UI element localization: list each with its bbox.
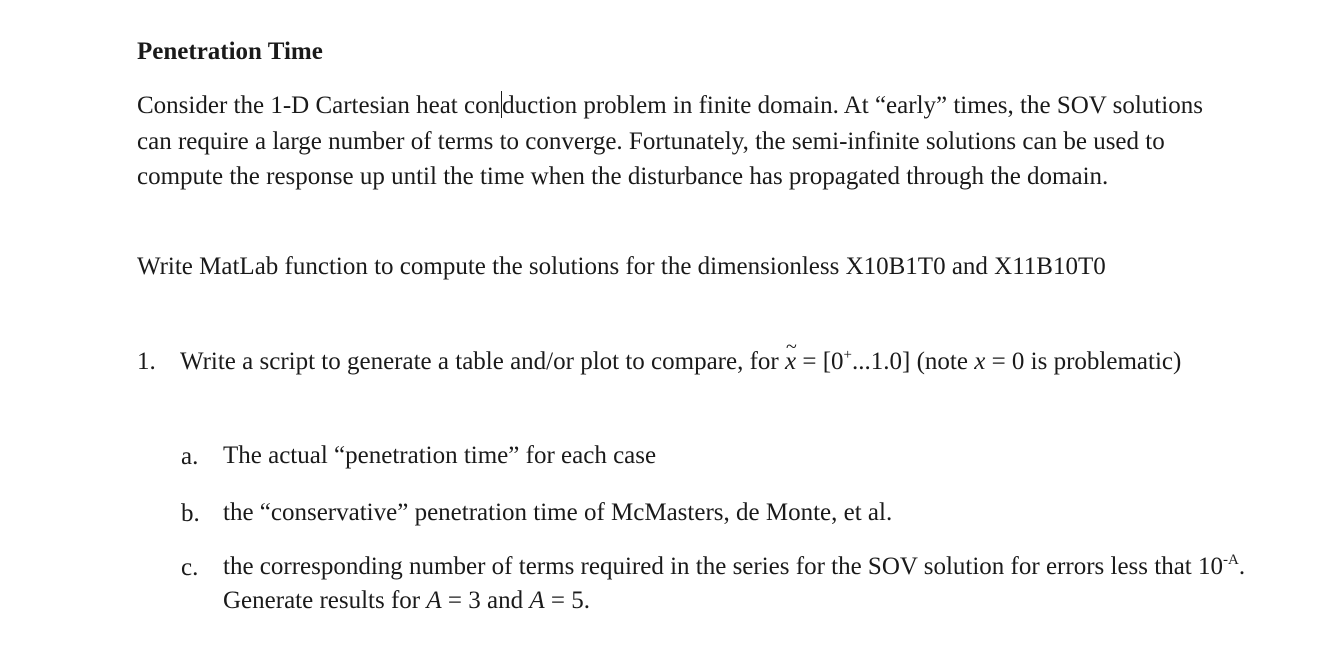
list-item-text: Write a script to generate a table and/or plot to compare, for ~ x = [0+...1.0] (note x = 0 is problematic) <box>180 341 1240 382</box>
sub-item-c[interactable] <box>181 550 1301 620</box>
sub-item-text: the “conservative” penetration time of McMasters, de Monte, et al. <box>223 499 893 526</box>
list-item-marker: 1. <box>137 348 156 375</box>
sub-item-text: The actual “penetration time” for each case <box>223 442 657 469</box>
sub-item-marker: a. <box>181 443 199 470</box>
x-tilde-symbol: ~ x <box>785 341 796 382</box>
task-paragraph[interactable]: Write MatLab function to compute the solutions for the dimensionless X10B1T0 and X11B10T0 <box>137 253 1106 280</box>
sub-item-b[interactable] <box>181 496 1281 532</box>
intro-text-part1: Consider the 1-D Cartesian heat con <box>137 92 501 119</box>
intro-text-part2: duction problem in finite domain. At “early” times, the SOV solutions can require a large number of terms to converge. Fortunately, the semi-infinite solutions can be used to compute the response up until the time when the disturbance has propagated through the domain. <box>137 92 1203 190</box>
sub-item-marker: c. <box>181 554 199 581</box>
sub-item-text: the corresponding number of terms required in the series for the SOV solution for errors less that $10^{-A}$. Generate results for A = 3 and A = 5. <box>223 552 1246 614</box>
intro-paragraph[interactable] <box>137 88 1217 195</box>
sub-item-a[interactable] <box>181 439 1281 475</box>
list-item-1[interactable] <box>137 344 1257 424</box>
section-heading: Penetration Time <box>137 38 323 65</box>
sub-item-marker: b. <box>181 500 200 527</box>
